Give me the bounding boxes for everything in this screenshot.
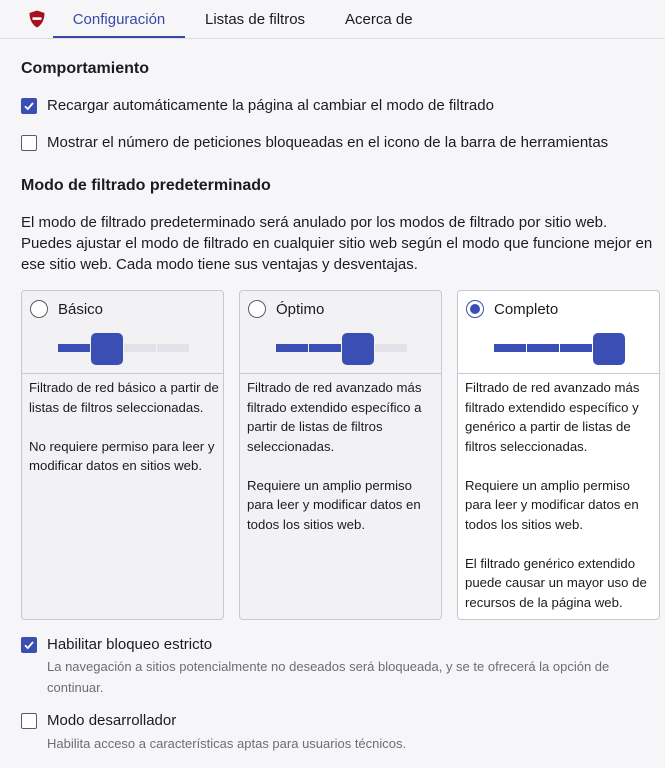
- filter-mode-section-title: Modo de filtrado predeterminado: [21, 177, 271, 194]
- top-nav: [0, 0, 665, 39]
- level-segment: [157, 344, 189, 352]
- level-segment: [560, 344, 592, 352]
- mode-radio-optimo[interactable]: [248, 300, 266, 318]
- mode-description-paragraph: El filtrado genérico extendido puede causar un mayor uso de recursos de la página web.: [465, 555, 647, 610]
- mode-card-optimo[interactable]: [239, 290, 442, 620]
- mode-description-paragraph: Requiere un amplio permiso para leer y modificar datos en todos los sitios web.: [247, 477, 421, 532]
- mode-card-header: [240, 291, 441, 374]
- mode-description: [465, 378, 655, 632]
- strict-block-label: Habilitar bloqueo estricto: [47, 636, 213, 653]
- mode-level-slider: [494, 333, 626, 365]
- developer-mode-label: Modo desarrollador: [47, 712, 177, 729]
- mode-description-paragraph: No requiere permiso para leer y modificar datos en sitios web.: [29, 438, 215, 473]
- mode-radio-basico[interactable]: [30, 300, 48, 318]
- tab-acerca-de[interactable]: Acerca de: [345, 11, 413, 28]
- mode-description-paragraph: Filtrado de red avanzado más filtrado extendido específico a partir de listas de filtros seleccionadas.: [247, 380, 422, 454]
- tab-listas-de-filtros[interactable]: Listas de filtros: [205, 11, 306, 28]
- level-knob: [342, 333, 374, 365]
- mode-level-slider: [58, 333, 190, 365]
- mode-card-basico[interactable]: [21, 290, 224, 620]
- mode-title: Completo: [494, 301, 559, 318]
- strict-block-description: La navegación a sitios potencialmente no deseados será bloqueada, y se te ofrecerá la opción de continuar.: [47, 659, 610, 695]
- mode-description-paragraph: Requiere un amplio permiso para leer y modificar datos en todos los sitios web.: [465, 477, 639, 532]
- mode-radio-completo[interactable]: [466, 300, 484, 318]
- mode-title: Óptimo: [276, 301, 325, 318]
- mode-card-completo[interactable]: [457, 290, 660, 620]
- show-blocked-count-checkbox[interactable]: [21, 135, 37, 151]
- mode-title: Básico: [58, 301, 104, 318]
- ublock-shield-icon: [28, 10, 46, 28]
- level-segment: [527, 344, 559, 352]
- level-segment: [375, 344, 407, 352]
- mode-description: [247, 378, 437, 554]
- checkmark-icon: [23, 100, 35, 112]
- checkmark-icon: [23, 639, 35, 651]
- level-knob: [91, 333, 123, 365]
- level-segment: [494, 344, 526, 352]
- mode-card-header: [458, 291, 659, 374]
- mode-description-paragraph: Filtrado de red básico a partir de listas de filtros seleccionadas.: [29, 380, 219, 415]
- level-segment: [58, 344, 90, 352]
- mode-description-paragraph: Filtrado de red avanzado más filtrado extendido específico y genérico a partir de listas de filtros seleccionadas.: [465, 380, 640, 454]
- mode-level-slider: [276, 333, 408, 365]
- show-blocked-count-label: Mostrar el número de peticiones bloqueadas en el icono de la barra de herramientas: [47, 134, 609, 151]
- filter-mode-intro: El modo de filtrado predeterminado será anulado por los modos de filtrado por sitio web. Puedes ajustar el modo de filtrado en cualquier sitio web según el modo que funcione mejor en ese sitio web. Cada modo tiene sus ventajas y desventajas.: [21, 214, 653, 273]
- auto-reload-label: Recargar automáticamente la página al cambiar el modo de filtrado: [47, 97, 494, 114]
- auto-reload-checkbox[interactable]: [21, 98, 37, 114]
- tab-configuracion[interactable]: Configuración: [53, 0, 185, 38]
- level-segment: [276, 344, 308, 352]
- developer-mode-checkbox[interactable]: [21, 713, 37, 729]
- developer-mode-description: Habilita acceso a características aptas para usuarios técnicos.: [47, 736, 407, 751]
- level-segment: [309, 344, 341, 352]
- level-segment: [124, 344, 156, 352]
- behavior-section-title: Comportamiento: [21, 60, 149, 77]
- strict-block-checkbox[interactable]: [21, 637, 37, 653]
- mode-card-header: [22, 291, 223, 374]
- mode-description: [29, 378, 219, 495]
- level-knob: [593, 333, 625, 365]
